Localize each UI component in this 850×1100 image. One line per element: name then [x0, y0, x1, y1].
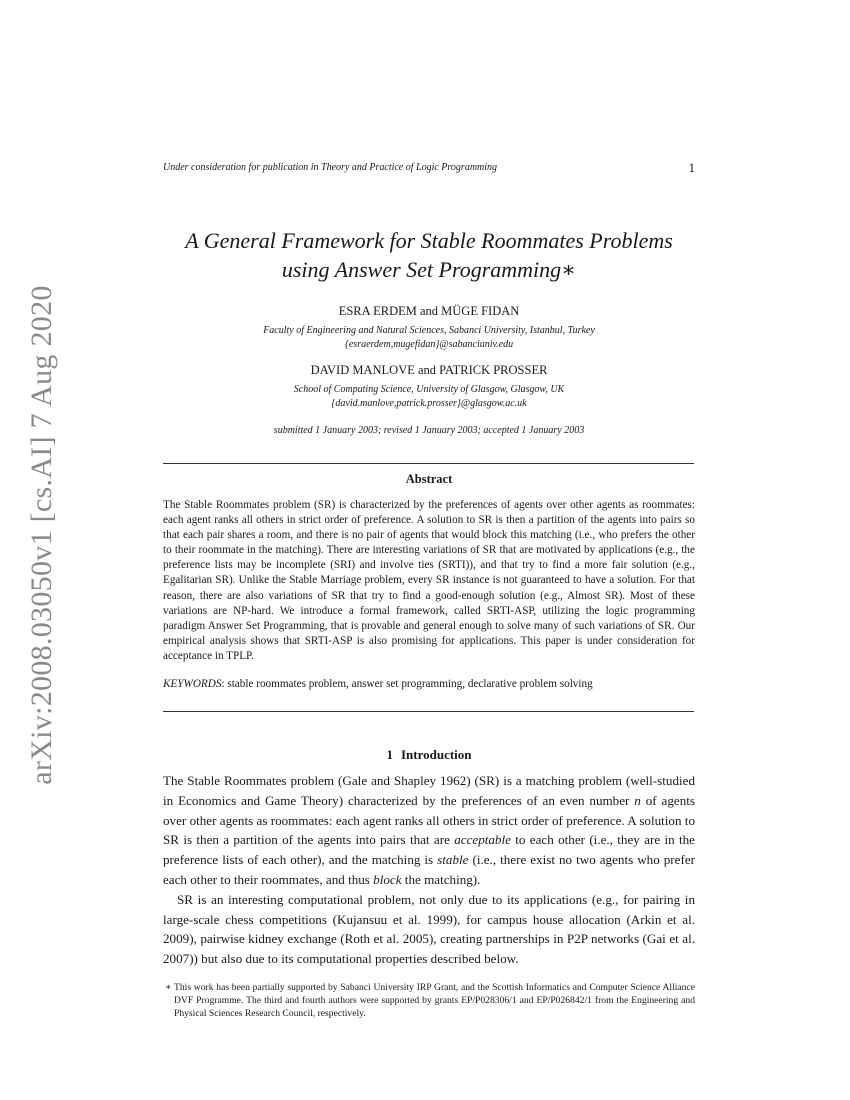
- abstract-text: The Stable Roommates problem (SR) is characterized by the preferences of agents over other agents as roommates: each agent ranks all others in strict order of preference. A solution to SR is then a partition of the agents into pairs so that each pair shares a room, and there is no pair of agents that would block this matching (i.e., who prefers the other to their roommate in the matching). There are interesting variations of SR that are motivated by applications (e.g., the preference lists may be incomplete (SRI) and involve ties (SRTI)), and that try to find a more fair solution (e.g., Egalitarian SR). Unlike the Stable Marriage problem, every SR instance is not guaranteed to have a solution. For that reason, there are also variations of SR that try to find a good-enough solution (e.g., Almost SR). Most of these variations are NP-hard. We introduce a formal framework, called SRTI-ASP, utilizing the logic programming paradigm Answer Set Programming, that is provable and general enough to solve many of such variations of SR. Our empirical analysis shows that SRTI-ASP is also promising for applications. This paper is under consideration for acceptance in TPLP.: [163, 499, 695, 662]
- running-head: [163, 162, 695, 173]
- body-text: [163, 771, 695, 969]
- arxiv-identifier-stamp: arXiv:2008.03050v1 [cs.AI] 7 Aug 2020: [25, 285, 58, 785]
- section-number: 1: [386, 747, 393, 762]
- text-run: The Stable Roommates problem (Gale and Shapley 1962) (SR) is a matching problem (well-studied in Economics and Game Theory) characterized by the preferences of an even number: [163, 773, 695, 808]
- math-variable: n: [634, 792, 641, 808]
- submission-dates: submitted 1 January 2003; revised 1 January 2003; accepted 1 January 2003: [273, 425, 585, 436]
- emphasis: block: [373, 871, 402, 887]
- text-run: the matching).: [401, 871, 481, 887]
- paper-title: [163, 226, 695, 284]
- author-affiliation: Faculty of Engineering and Natural Sciences, Sabanci University, Istanbul, Turkey: [263, 325, 595, 336]
- keywords-label: KEYWORDS: [163, 678, 222, 690]
- emphasis: acceptable: [454, 832, 511, 848]
- paragraph: [163, 771, 695, 890]
- author-group-1: [163, 303, 695, 352]
- title-line-1: A General Framework for Stable Roommates Problems: [185, 228, 673, 253]
- section-heading: [163, 747, 695, 763]
- journal-notice: Under consideration for publication in Theory and Practice of Logic Programming: [163, 162, 498, 173]
- text-run: (i.e., there exist no two agents who prefer each other to their roommates, and thus: [163, 852, 696, 887]
- text-run: to each other (i.e., they are in the preference lists of each other), and the matching is: [163, 832, 695, 868]
- text-run: of agents over other agents as roommates: each agent ranks all others in strict order of preference. A solution to SR is then a partition of the agents into pairs that are: [163, 792, 695, 848]
- author-names: DAVID MANLOVE and PATRICK PROSSER: [310, 363, 548, 377]
- abstract-heading: Abstract: [405, 472, 453, 486]
- author-affiliation: School of Computing Science, University of Glasgow, Glasgow, UK: [293, 384, 565, 395]
- keywords: [163, 678, 695, 690]
- footnote-mark: ∗: [165, 982, 172, 993]
- emphasis: stable: [437, 852, 469, 868]
- abstract-top-rule: [163, 463, 694, 464]
- page-number: 1: [688, 160, 695, 175]
- section-title: Introduction: [400, 747, 472, 762]
- footnote-text: This work has been partially supported by Sabanci University IRP Grant, and the Scottish Informatics and Computer Science Alliance DVF Programme. The third and fourth authors were supported by grants EP/P028306/1 and EP/P026842/1 from the Engineering and Physical Sciences Research Council, respectively.: [174, 982, 695, 1019]
- abstract-bottom-rule: [163, 711, 694, 712]
- author-group-2: [163, 362, 695, 411]
- author-email: {david.manlove,patrick.prosser}@glasgow.ac.uk: [331, 398, 527, 409]
- footnote: [163, 981, 695, 1020]
- author-names: ESRA ERDEM and MÜGE FIDAN: [338, 304, 520, 318]
- author-email: {esraerdem,mugefidan}@sabanciuniv.edu: [344, 339, 514, 350]
- keywords-text: : stable roommates problem, answer set programming, declarative problem solving: [221, 678, 593, 690]
- title-line-2: using Answer Set Programming∗: [281, 257, 577, 282]
- paragraph: SR is an interesting computational problem, not only due to its applications (e.g., for pairing in large-scale chess competitions (Kujansuu et al. 1999), for campus house allocation (Arkin et al. 2009), pairwise kidney exchange (Roth et al. 2005), creating partnerships in P2P networks (Gai et al. 2007)) but also due to its computational properties described below.: [163, 891, 695, 967]
